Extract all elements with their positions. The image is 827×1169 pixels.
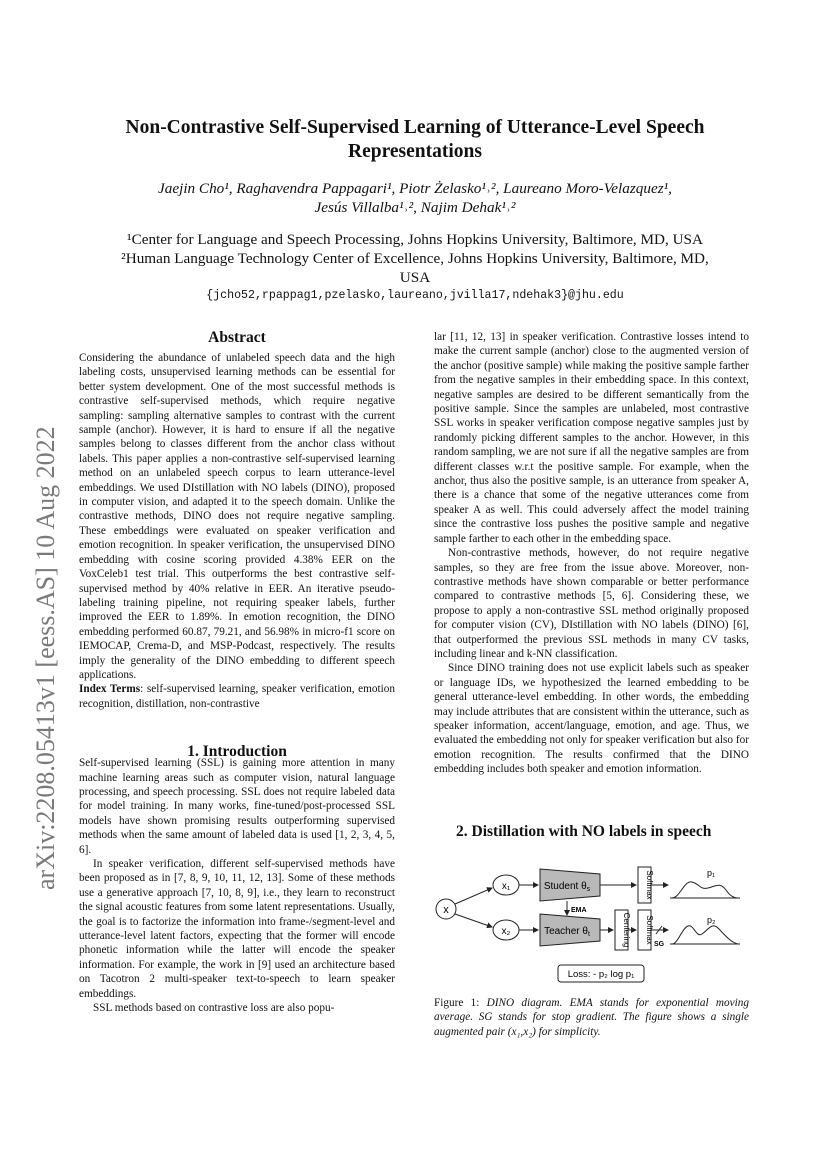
distillation-heading: 2. Distillation with NO labels in speech	[456, 823, 712, 840]
paper-title	[95, 116, 735, 164]
student-label: Student $\theta_s$	[543, 881, 591, 893]
x1-label: x₁	[501, 881, 511, 892]
x2-label: x₂	[501, 926, 511, 937]
left-column	[79, 351, 395, 1015]
softmax-top-label: Softmax	[645, 870, 654, 900]
intro-paragraph-3: SSL methods based on contrastive loss are also popu-	[93, 1002, 335, 1015]
teacher-label: Teacher $\theta_t$	[544, 926, 590, 938]
p2-label: p₂	[707, 915, 716, 925]
p1-label: p₁	[707, 868, 716, 878]
dino-diagram	[430, 860, 750, 990]
right-column	[434, 330, 749, 777]
index-terms-label: Index Terms	[79, 683, 141, 696]
caption-label: Figure 1:	[434, 997, 480, 1009]
abstract-text: Considering the abundance of unlabeled speech data and the high labeling costs, unsupervised learning methods can be essential for better system development. One of the most successful methods is contrastive self-supervised methods, which require negative sampling: sampling alternative samples to contrast with the current sample (anchor). However, it is hard to ensure if all the negative samples belong to classes different from the anchor class without labels. This paper applies a non-contrastive self-supervised learning method on an unlabeled speech corpus to learn utterance-level embeddings. We used DIstillation with NO labels (DINO), proposed in computer vision, and adapted it to the speech domain. Unlike the contrastive methods, DINO does not require negative sampling. These embeddings were evaluated on speaker verification and emotion recognition. In speaker verification, the unsupervised DINO embedding with cosine scoring provided 4.38% EER on the VoxCeleb1 test trial. This outperforms the best contrastive self-supervised method by 40% relative in EER. An iterative pseudo-labeling training pipeline, not requiring speaker labels, further improved the EER to 1.89%. In emotion recognition, the DINO embedding performed 60.87, 79.21, and 56.98% in micro-f1 score on IEMOCAP, Crema-D, and MSP-Podcast, respectively. The results imply the generality of the DINO embedding to different speech applications.	[79, 352, 395, 681]
right-paragraph-3: Since DINO training does not use explicit labels such as speaker or language IDs, we hypothesized the learned embedding to be general utterance-level embedding. In other words, the embedding may include attributes that are consistent within the utterance, such as speaker information, accent/language, emotion, and age. Thus, we evaluated the embedding not only for speaker verification but also for emotion recognition. The results confirmed that the DINO embedding includes both speaker and emotion information.	[434, 662, 749, 776]
right-paragraph-1: lar [11, 12, 13] in speaker verification. Contrastive losses intend to make the current sample (anchor) close to the augmented version of the anchor (positive sample) while making the positive sample farther from the negative samples in their embedding space. In this context, negative samples are desired to be different semantically from the positive sample. Since the samples are unlabeled, most contrastive SSL works in speaker verification compose negative samples just by randomly picking different samples to the anchor. However, in this random sampling, we are not sure if all the negative samples are from different classes w.r.t the positive sample. For example, when the anchor, thus also the positive sample, is an utterance from speaker A, there is a chance that some of the negative utterances come from speaker A as well. This could adversely affect the model training since the contrastive loss pushes the positive sample and negative sample farther to each other in the embedding space.	[434, 331, 749, 545]
affiliation-2-cont: USA	[399, 269, 431, 286]
introduction-heading: 1. Introduction	[187, 743, 287, 760]
ema-label: EMA	[571, 907, 587, 914]
index-terms-text: : self-supervised learning, speaker verification, emotion recognition, distillation, non-contrastive	[79, 683, 396, 710]
input-x-label: x	[443, 904, 449, 916]
affiliation-2: ²Human Language Technology Center of Excellence, Johns Hopkins University, Baltimore, MD,	[121, 250, 709, 267]
affiliations	[95, 230, 735, 287]
affiliation-1: ¹Center for Language and Speech Processing, Johns Hopkins University, Baltimore, MD, USA	[127, 231, 703, 248]
author-emails: {jcho52,rpappag1,pzelasko,laureano,jvilla17,ndehak3}@jhu.edu	[206, 289, 624, 302]
index-terms	[79, 682, 395, 711]
authors-line-2: Jesús Villalba¹˒², Najim Dehak¹˒²	[314, 199, 516, 216]
centering-label: Centering	[622, 912, 631, 948]
intro-paragraph-2: In speaker verification, different self-supervised methods have been proposed as in [7, 8, 9, 10, 11, 12, 13]. Some of these methods use a generative approach [7, 10, 8, 9], i.e., they learn to reconstruct the signal acoustic features from some latent representations. Usually, the goal is to factorize the information into frame-/segment-level and utterance-level latent factors, expecting that the former will encode phonetic information while the latter will encode the speaker information. For example, the work in [9] used an architecture based on Tacotron 2 multi-speaker text-to-speech to learn speaker embeddings.	[79, 858, 395, 1000]
right-paragraph-2: Non-contrastive methods, however, do not require negative samples, so they are free from the issue above. Moreover, non-contrastive methods have shown comparable or better performance compared to contrastive methods [5, 6]. Considering these, we propose to apply a non-contrastive SSL method originally proposed for computer vision (CV), DIstillation with NO labels (DINO) [6], that outperformed the previous SSL methods in many CV tasks, including linear and k-NN classification.	[434, 547, 749, 660]
title-line-2: Representations	[348, 141, 482, 162]
arxiv-id-text: arXiv:2208.05413v1 [eess.AS] 10 Aug 2022	[31, 426, 60, 890]
x-to-x1-arrow	[455, 888, 492, 904]
title-line-1: Non-Contrastive Self-Supervised Learning of Utterance-Level Speech	[125, 117, 705, 138]
p2-distribution-curve	[672, 926, 738, 944]
loss-label: Loss: - p₂ log p₁	[567, 969, 635, 980]
p1-distribution-curve	[672, 882, 738, 898]
author-list	[95, 179, 735, 217]
caption-text: DINO diagram. EMA stands for exponential moving average. SG stands for stop gradient. The figure shows a single augmented pair (x₁,x₂) for simplicity.	[434, 997, 750, 1038]
authors-line-1: Jaejin Cho¹, Raghavendra Pappagari¹, Piotr Żelasko¹˒², Laureano Moro-Velazquez¹,	[158, 180, 672, 197]
figure-caption	[434, 996, 749, 1039]
x-to-x2-arrow	[455, 914, 492, 927]
arxiv-identifier-stamp	[20, 350, 68, 890]
stop-gradient-label: SG	[654, 941, 665, 948]
abstract-heading: Abstract	[208, 329, 266, 346]
intro-paragraph-1: Self-supervised learning (SSL) is gaining more attention in many machine learning areas such as computer vision, natural language processing, and speech processing. SSL does not require labeled data for model training. In many works, fine-tuned/post-processed SSL models have shown promising results outperforming supervised methods when the same amount of labeled data is used [1, 2, 3, 4, 5, 6].	[79, 757, 395, 856]
softmax-bottom-label: Softmax	[645, 915, 654, 945]
